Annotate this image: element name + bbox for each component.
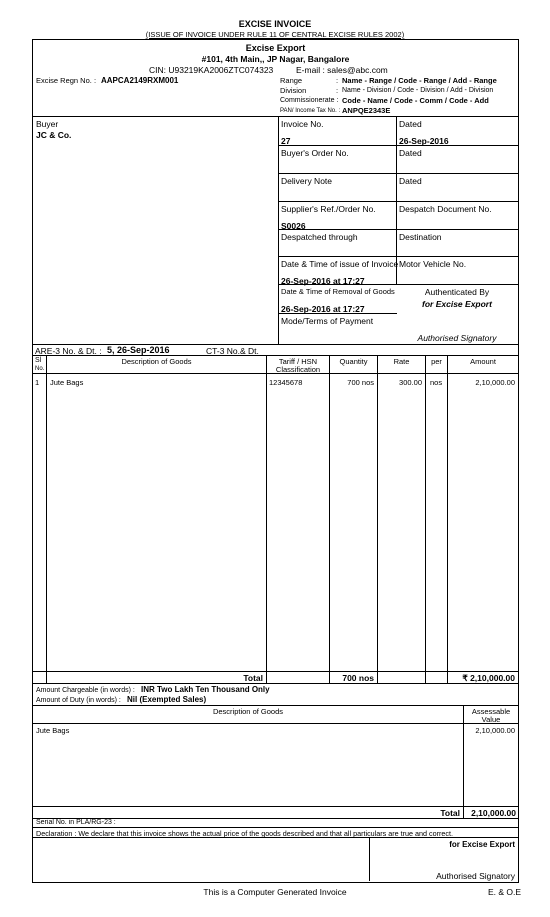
chargeable-value: INR Two Lakh Ten Thousand Only [141,685,270,694]
issue-time-label: Date & Time of issue of Invoice [281,259,399,269]
buyers-order-label: Buyer's Order No. [281,148,349,158]
divider [278,116,279,345]
division-label: Division [280,86,307,95]
invoice-subtitle: (ISSUE OF INVOICE UNDER RULE 11 OF CENTRAL EXCISE RULES 2002) [145,30,405,39]
delivery-dated-label: Dated [399,176,422,186]
assessable-value-header: Assessable [471,707,511,716]
invoice-frame [32,39,519,883]
division-colon: : [336,86,339,95]
header-per: per [431,357,442,366]
header-quantity: Quantity [339,357,368,366]
pan-value: ANPQE2343E [342,106,391,115]
eoe-note: E. & O.E [488,887,522,897]
header-rate: Rate [393,357,410,366]
dated-value: 26-Sep-2016 [399,136,449,146]
declaration: Declaration : We declare that this invoice shows the actual price of the goods described and that all particulars are true and correct. [36,829,453,838]
header-sl-no: No. [35,366,45,372]
suppliers-ref-value: S0026 [281,221,306,231]
header-sl: Sl [35,357,42,364]
computer-generated-note: This is a Computer Generated Invoice [203,887,347,897]
divider [33,723,518,724]
assessable-desc-header: Description of Goods [212,707,284,716]
divider [278,256,518,257]
duty-label: Amount of Duty (in words) : [36,697,121,704]
row-sl: 1 [35,378,40,387]
serial-label: Serial No. in PLA/RG-23 : [36,819,116,826]
terms-label: Mode/Terms of Payment [281,316,374,326]
company-cin: CIN: U93219KA2006ZTC074323 [149,65,274,75]
pan-label: PAN/ Income Tax No. : [280,108,341,114]
header-description: Description of Goods [121,357,192,366]
divider [278,229,518,230]
total-amount: ₹ 2,10,000.00 [462,673,515,683]
excise-regn-value: AAPCA2149RXM001 [101,76,179,85]
ct3-label: CT-3 No.& Dt. [206,346,259,356]
row-tariff: 12345678 [269,378,303,387]
row-per: nos [430,378,443,387]
duty-value: Nil (Exempted Sales) [127,695,207,704]
division-value: Name - Division / Code - Division / Add - Division [342,87,494,94]
divider [377,355,378,683]
authenticated-label: Authenticated By [424,287,490,297]
company-name: Excise Export [245,43,306,53]
are-value: 5, 26-Sep-2016 [107,345,170,355]
buyer-name: JC & Co. [36,130,72,140]
divider [33,827,518,828]
motor-vehicle-label: Motor Vehicle No. [399,259,467,269]
divider [33,837,518,838]
removal-time-value: 26-Sep-2016 at 17:27 [281,304,365,314]
commissionerate-value: Code - Name / Code - Comm / Code - Add [342,96,489,105]
invoice-title: EXCISE INVOICE [238,19,312,29]
are-label: ARE-3 No. & Dt. : [35,346,102,356]
divider [266,355,267,683]
assessable-total-value: 2,10,000.00 [471,808,516,818]
delivery-note-label: Delivery Note [281,176,333,186]
company-email: E-mail : sales@abc.com [296,65,388,75]
removal-time-label: Date & Time of Removal of Goods [281,287,395,296]
suppliers-ref-label: Supplier's Ref./Order No. [281,204,376,214]
chargeable-label: Amount Chargeable (in words) : [36,687,135,694]
buyer-label: Buyer [36,119,59,129]
authenticated-for: for Excise Export [422,299,492,309]
excise-regn-label: Excise Regn No. : [36,76,97,85]
divider [425,355,426,683]
range-label: Range [280,76,303,85]
header-tariff: Tariff / HSN [278,357,318,366]
total-quantity: 700 nos [342,673,374,683]
divider [33,344,518,345]
divider [278,284,518,285]
range-value: Name - Range / Code - Range / Add - Range [342,76,497,85]
row-description: Jute Bags [50,378,84,387]
divider [329,355,330,683]
divider [278,173,518,174]
assessable-row-desc: Jute Bags [36,726,70,735]
divider [33,683,518,684]
divider [33,806,518,807]
divider [33,355,518,356]
despatch-doc-label: Despatch Document No. [399,204,492,214]
assessable-row-value: 2,10,000.00 [475,726,515,735]
assessable-total-label: Total [440,808,460,818]
details-authorised-signatory: Authorised Signatory [417,333,497,343]
row-amount: 2,10,000.00 [475,378,515,387]
divider [33,671,518,672]
company-address: #101, 4th Main,, JP Nagar, Bangalore [201,54,350,64]
dated-label: Dated [399,119,422,129]
header-amount: Amount [470,357,496,366]
invoice-no-label: Invoice No. [281,119,324,129]
divider [278,145,518,146]
range-colon: : [336,76,339,85]
row-rate: 300.00 [399,378,422,387]
header-classification: Classification [275,365,321,374]
invoice-no-value: 27 [281,136,291,146]
assessable-value-header-2: Value [481,715,501,724]
divider [447,355,448,683]
divider [46,355,47,683]
divider [278,313,397,314]
footer-for-company: for Excise Export [449,840,515,849]
total-label: Total [243,673,263,683]
issue-time-value: 26-Sep-2016 at 17:27 [281,276,365,286]
commissionerate-label: Commissionerate : [280,97,339,104]
footer-signatory: Authorised Signatory [436,871,515,881]
divider [278,201,518,202]
destination-label: Destination [399,232,442,242]
divider [33,116,518,117]
divider [33,705,518,706]
despatched-through-label: Despatched through [281,232,358,242]
row-quantity: 700 nos [347,378,374,387]
buyers-order-dated-label: Dated [399,148,422,158]
